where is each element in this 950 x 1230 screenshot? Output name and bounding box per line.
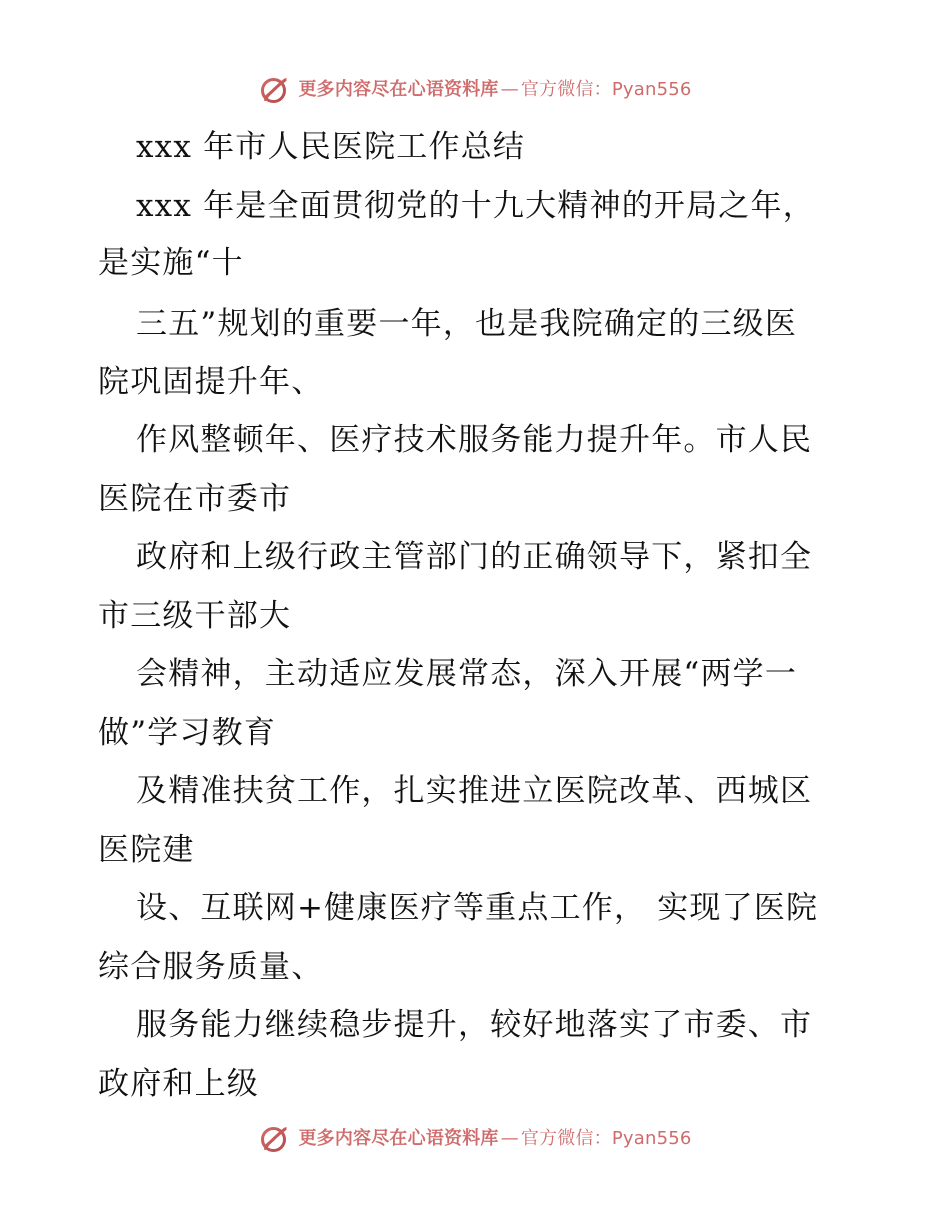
watermark-title: 更多内容尽在心语资料库	[298, 1128, 499, 1149]
paragraph-line: xxx 年是全面贯彻党的十九大精神的开局之年，	[136, 188, 815, 224]
paragraph-line: 政府和上级	[98, 1066, 259, 1102]
paragraph-line: 服务能力继续稳步提升，较好地落实了市委、市	[136, 1007, 813, 1043]
document-title: xxx 年市人民医院工作总结	[136, 129, 526, 165]
paragraph-line: 作风整顿年、医疗技术服务能力提升年。市人民	[136, 422, 813, 458]
paragraph-line: 会精神，主动适应发展常态，深入开展“两学一	[136, 656, 798, 692]
paragraph-line: 综合服务质量、	[98, 949, 324, 985]
paragraph-line: 是实施“十	[98, 245, 244, 281]
watermark-account: 官方微信：Pyan556	[520, 79, 692, 100]
paragraph-line: 医院在市委市	[98, 481, 292, 517]
watermark-account: 官方微信：Pyan556	[520, 1128, 692, 1149]
paragraph-line: 及精准扶贫工作，扎实推进立医院改革、西城区	[136, 773, 813, 809]
paragraph-line: 医院建	[98, 832, 195, 868]
watermark-dash: —	[500, 79, 519, 100]
watermark-title: 更多内容尽在心语资料库	[298, 79, 499, 100]
paragraph-line: 市三级干部大	[98, 598, 292, 634]
watermark-dash: —	[500, 1128, 519, 1149]
paragraph-line: 做”学习教育	[98, 715, 277, 751]
footer-watermark	[0, 1117, 950, 1161]
quill-seal-icon	[258, 1123, 290, 1155]
paragraph-line: 院巩固提升年、	[98, 364, 324, 400]
paragraph-line: 政府和上级行政主管部门的正确领导下，紧扣全	[136, 539, 813, 575]
paragraph-line: 三五”规划的重要一年，也是我院确定的三级医	[136, 306, 798, 342]
paragraph-line: 设、互联网+健康医疗等重点工作， 实现了医院	[136, 890, 819, 926]
watermark-text	[298, 1130, 691, 1148]
